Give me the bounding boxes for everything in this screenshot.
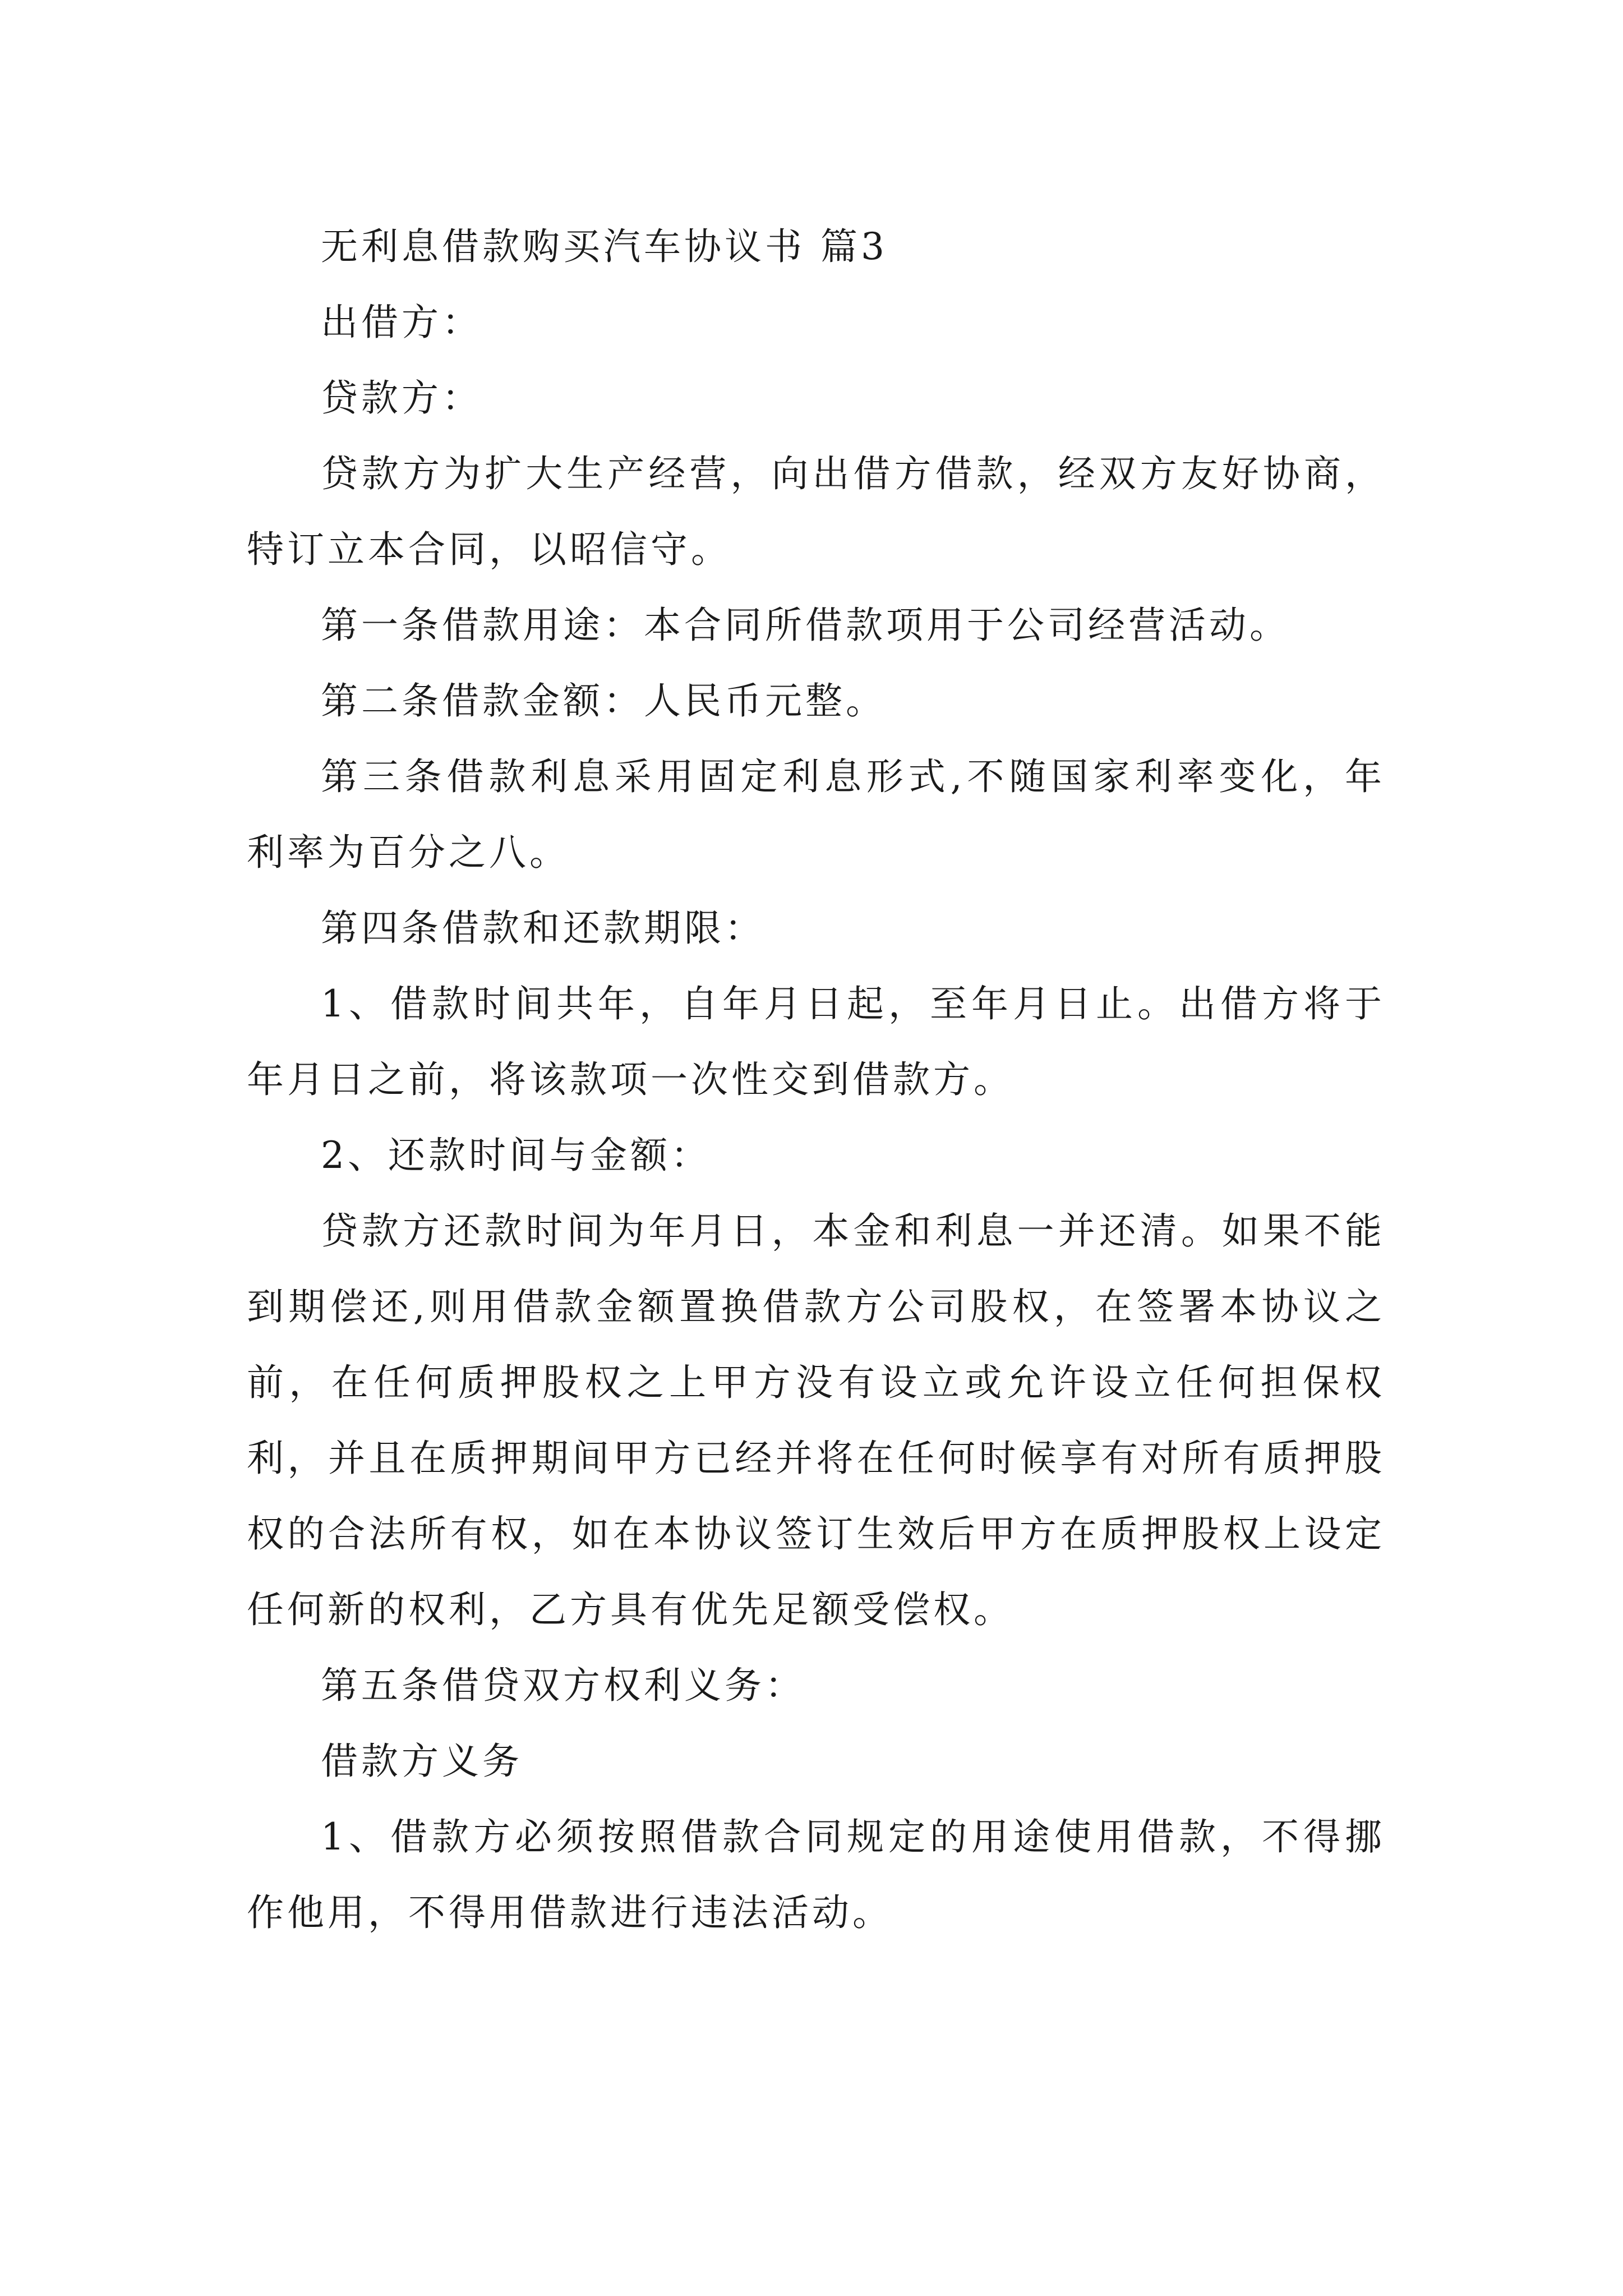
article-2-amount: 第二条借款金额：人民币元整。 xyxy=(321,679,886,723)
article-4-item-2-heading: 2、还款时间与金额： xyxy=(321,1134,711,1177)
article-5-heading: 第五条借贷双方权利义务： xyxy=(321,1664,805,1707)
article-4-heading: 第四条借款和还款期限： xyxy=(321,907,765,950)
lender-line: 出借方： xyxy=(321,301,482,344)
borrower-line: 贷款方： xyxy=(321,376,482,420)
document-title: 无利息借款购买汽车协议书 篇3 xyxy=(321,225,888,268)
preamble-paragraph: 贷款方为扩大生产经营，向出借方借款，经双方友好协商，特订立本合同，以昭信守。 xyxy=(247,452,1385,571)
borrower-obligations-heading: 借款方义务 xyxy=(321,1740,523,1783)
article-3-interest: 第三条借款利息采用固定利息形式,不随国家利率变化，年利率为百分之八。 xyxy=(247,755,1385,874)
repayment-paragraph: 贷款方还款时间为年月日，本金和利息一并还清。如果不能到期偿还,则用借款金额置换借款方公司股权，在签署本协议之前，在任何质押股权之上甲方没有设立或允许设立任何担保权利，并且在质押期间甲方已经并将在任何时候享有对所有质押股权的合法所有权，如在本协议签订生效后甲方在质押股权上设定任何新的权利，乙方具有优先足额受偿权。 xyxy=(247,1209,1385,1631)
document-body xyxy=(247,209,1385,1950)
borrower-obligation-item-1: 1、借款方必须按照借款合同规定的用途使用借款，不得挪作他用，不得用借款进行违法活动。 xyxy=(247,1815,1385,1934)
article-1-purpose: 第一条借款用途：本合同所借款项用于公司经营活动。 xyxy=(321,604,1290,647)
article-4-item-1: 1、借款时间共年，自年月日起，至年月日止。出借方将于年月日之前，将该款项一次性交到借款方。 xyxy=(247,982,1385,1101)
